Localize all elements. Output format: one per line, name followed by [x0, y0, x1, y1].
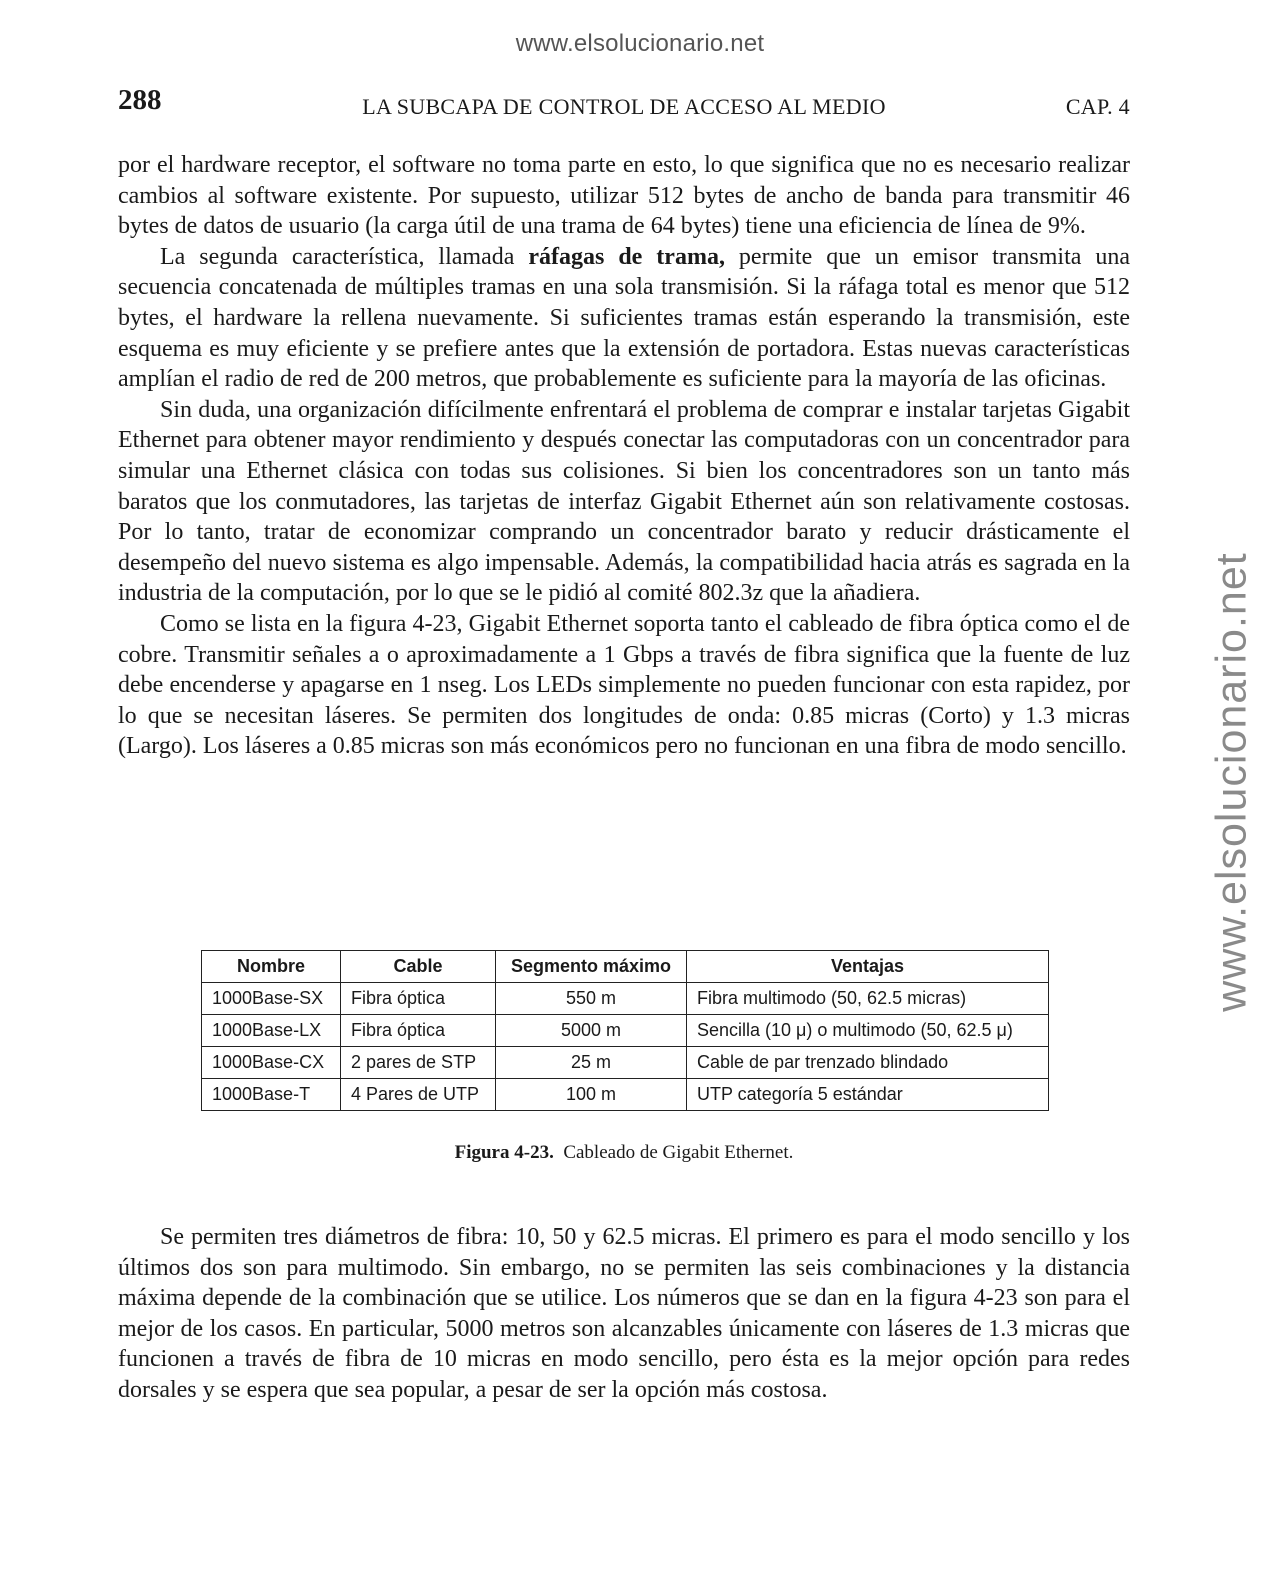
cell-segmento: 5000 m — [496, 1015, 687, 1047]
figure-caption-label: Figura 4-23. — [454, 1142, 554, 1163]
page-header — [118, 84, 1130, 124]
cell-ventajas: UTP categoría 5 estándar — [687, 1079, 1049, 1111]
header-segmento: Segmento máximo — [496, 951, 687, 983]
figure-caption-text: Cableado de Gigabit Ethernet. — [563, 1142, 794, 1163]
paragraph-3: Sin duda, una organización difícilmente enfrentará el problema de comprar e instalar tarjetas Gigabit Ethernet para obtener mayor rendimiento y después conectar las computadoras con un concentrador para simular una Ethernet clásica con todas sus colisiones. Si bien los concentradores son un tanto más baratos que los conmutadores, las tarjetas de interfaz Gigabit Ethernet aún son relativamente costosas. Por lo tanto, tratar de economizar comprando un concentrador barato y reducir drásticamente el desempeño del nuevo sistema es algo impensable. Además, la compatibilidad hacia atrás es sagrada en la industria de la computación, por lo que se le pidió al comité 802.3z que la añadiera. — [118, 396, 1130, 607]
table-row — [202, 1047, 1049, 1079]
term-rafagas-de-trama: ráfagas de trama, — [528, 243, 725, 270]
cabling-table — [201, 950, 1049, 1111]
paragraph-4: Como se lista en la figura 4-23, Gigabit Ethernet soporta tanto el cableado de fibra óptica como el de cobre. Transmitir señales a o aproximadamente a 1 Gbps a través de fibra significa que la fuente de luz debe encenderse y apagarse en 1 nseg. Los LEDs simplemente no pueden funcionar con esta rapidez, por lo que se necesitan láseres. Se permiten dos longitudes de onda: 0.85 micras (Corto) y 1.3 micras (Largo). Los láseres a 0.85 micras son más económicos pero no funcionan en una fibra de modo sencillo. — [118, 610, 1130, 760]
header-nombre: Nombre — [202, 951, 341, 983]
cell-cable: Fibra óptica — [341, 1015, 496, 1047]
chapter-label: CAP. 4 — [1065, 94, 1130, 119]
header-ventajas: Ventajas — [687, 951, 1049, 983]
cell-cable: Fibra óptica — [341, 983, 496, 1015]
cell-nombre: 1000Base-LX — [202, 1015, 341, 1047]
watermark-top: www.elsolucionario.net — [515, 30, 765, 57]
cell-nombre: 1000Base-SX — [202, 983, 341, 1015]
cell-ventajas: Fibra multimodo (50, 62.5 micras) — [687, 983, 1049, 1015]
page-number: 288 — [118, 84, 162, 116]
cell-nombre: 1000Base-T — [202, 1079, 341, 1111]
cell-nombre: 1000Base-CX — [202, 1047, 341, 1079]
paragraph-2-start: La segunda característica, llamada — [160, 243, 529, 270]
cell-ventajas: Sencilla (10 μ) o multimodo (50, 62.5 μ) — [687, 1015, 1049, 1047]
body-text — [118, 150, 1130, 762]
watermark-side: www.elsolucionario.net — [1207, 552, 1256, 1012]
paragraph-1: por el hardware receptor, el software no toma parte en esto, lo que significa que no es necesario realizar cambios al software existente. Por supuesto, utilizar 512 bytes de ancho de banda para transmitir 46 bytes de datos de usuario (la carga útil de una trama de 64 bytes) tiene una eficiencia de línea de 9%. — [118, 152, 1130, 240]
paragraph-2-rest: permite que un emisor transmita una secuencia concatenada de múltiples tramas en una sola transmisión. Si la ráfaga total es menor que 512 bytes, el hardware la rellena nuevamente. Si suficientes tramas están esperando la transmisión, este esquema es muy eficiente y se prefiere antes que la extensión de portadora. Estas nuevas características amplían el radio de red de 200 metros, que probablemente es suficiente para la mayoría de las oficinas. — [118, 243, 1131, 393]
body-text-after-figure — [118, 1222, 1130, 1406]
cell-segmento: 550 m — [496, 983, 687, 1015]
figure-caption — [0, 1142, 1248, 1164]
cell-segmento: 100 m — [496, 1079, 687, 1111]
table-row — [202, 1015, 1049, 1047]
running-title: LA SUBCAPA DE CONTROL DE ACCESO AL MEDIO — [362, 94, 886, 119]
cell-cable: 4 Pares de UTP — [341, 1079, 496, 1111]
table-row — [202, 1079, 1049, 1111]
table-row — [202, 983, 1049, 1015]
header-cable: Cable — [341, 951, 496, 983]
paragraph-5: Se permiten tres diámetros de fibra: 10, 50 y 62.5 micras. El primero es para el modo sencillo y los últimos dos son para multimodo. Sin embargo, no se permiten las seis combinaciones y la distancia máxima depende de la combinación que se utilice. Los números que se dan en la figura 4-23 son para el mejor de los casos. En particular, 5000 metros son alcanzables únicamente con láseres de 1.3 micras que funcionen a través de fibra de 10 micras en modo sencillo, pero ésta es la mejor opción para redes dorsales y se espera que sea popular, a pesar de ser la opción más costosa. — [118, 1224, 1130, 1403]
table-header-row — [202, 951, 1049, 983]
cell-cable: 2 pares de STP — [341, 1047, 496, 1079]
paragraph-2 — [118, 242, 1130, 395]
cell-ventajas: Cable de par trenzado blindado — [687, 1047, 1049, 1079]
cell-segmento: 25 m — [496, 1047, 687, 1079]
